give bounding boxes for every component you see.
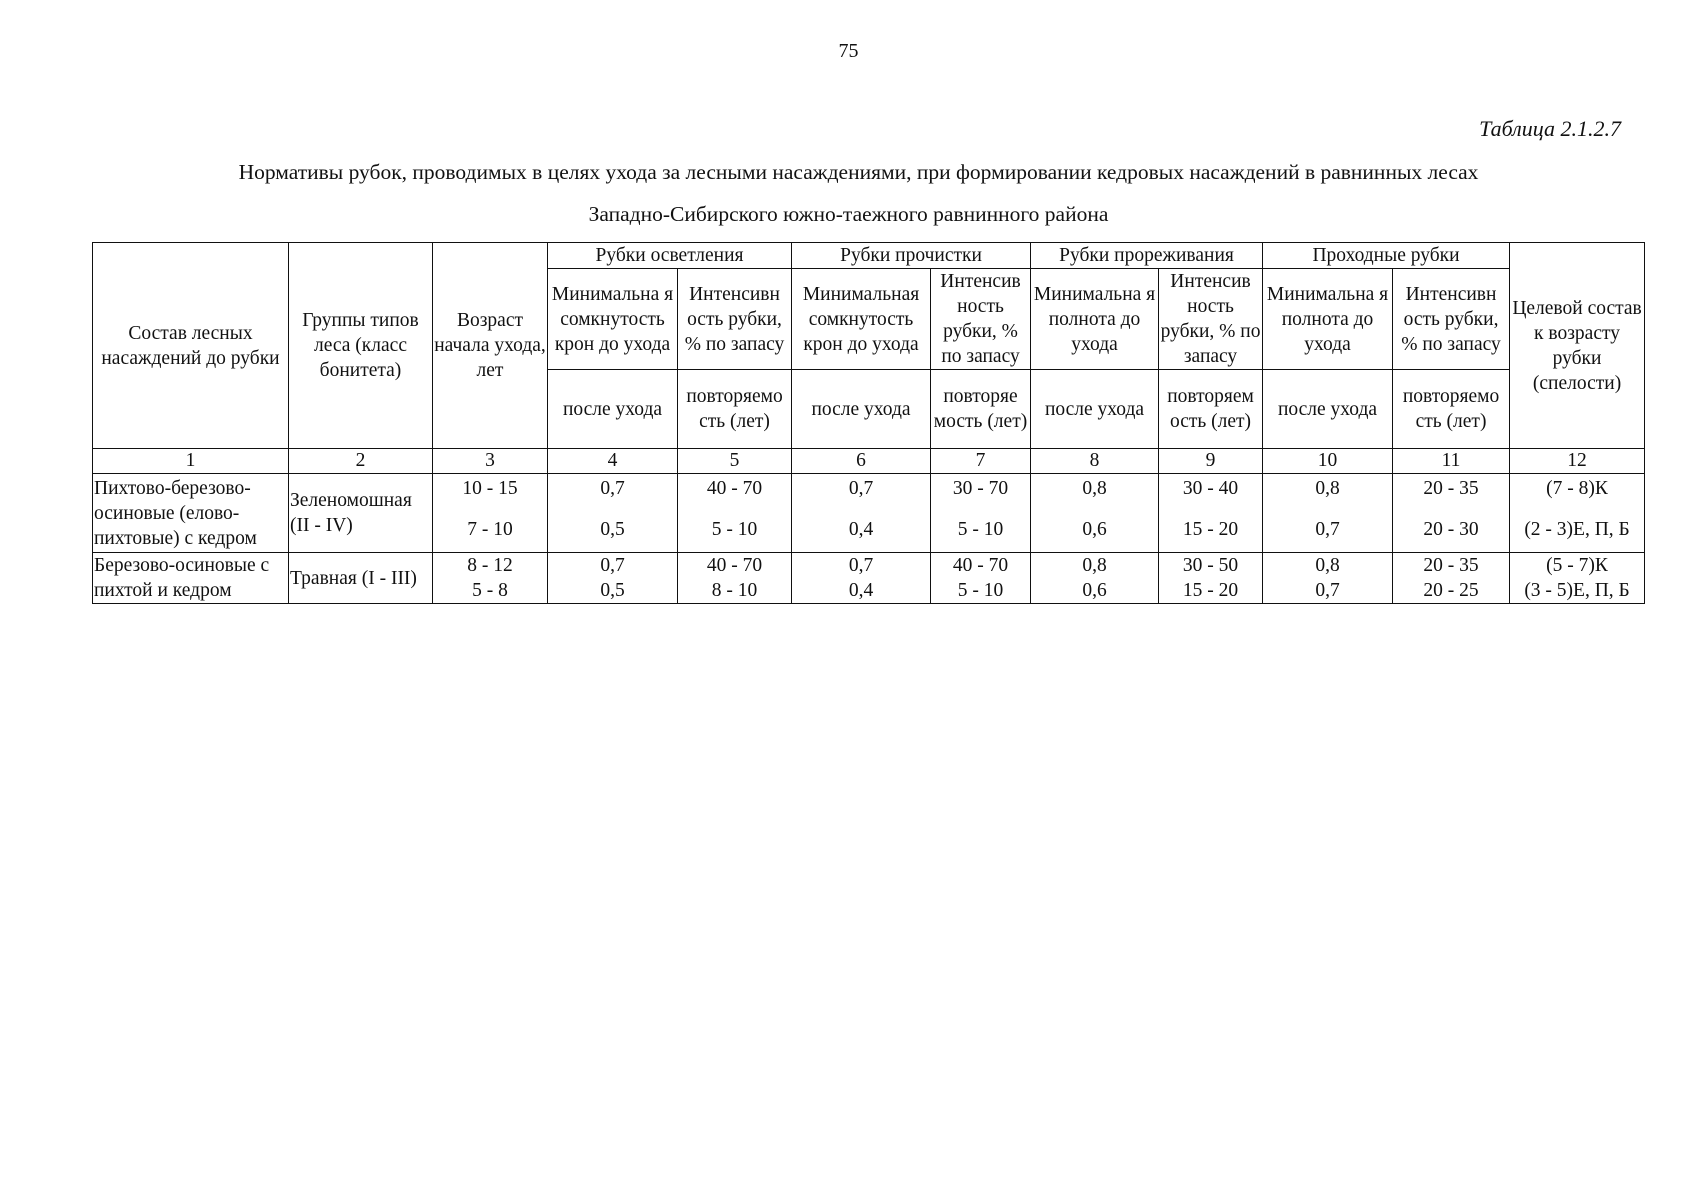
cell-value: 0,5	[600, 580, 625, 601]
cell-value: 5 - 8	[472, 580, 508, 601]
header-intensity-thinning: Интенсив ность рубки, % по запасу	[1159, 269, 1263, 370]
header-min-density-clearing: Минимальна я сомкнутость крон до ухода	[548, 269, 678, 370]
cell-value: 0,4	[848, 519, 874, 540]
column-number: 4	[548, 449, 678, 474]
cell-value: 0,8	[1082, 555, 1107, 576]
cell-value: 0,6	[1082, 519, 1107, 540]
column-number: 3	[433, 449, 548, 474]
cell-clearing-intensity	[678, 474, 792, 553]
cell-value: 15 - 20	[1182, 519, 1239, 540]
table-title-line-2: Западно-Сибирского южно-таежного равнинного района	[588, 202, 1109, 226]
header-group-cleaning: Рубки прочистки	[792, 243, 1031, 269]
cell-value: 0,7	[848, 478, 874, 499]
cell-target-composition	[1510, 553, 1645, 604]
cell-value: 40 - 70	[706, 478, 763, 499]
cell-value: 10 - 15	[462, 478, 518, 499]
header-target-composition: Целевой состав к возрасту рубки (спелости)	[1510, 243, 1645, 449]
header-after-care-cleaning: после ухода	[792, 370, 931, 449]
cell-thinning-stocking	[1031, 553, 1159, 604]
cell-thinning-stocking	[1031, 474, 1159, 553]
cell-value: (3 - 5)Е, П, Б	[1524, 580, 1630, 601]
cell-start-age	[433, 553, 548, 604]
row-composition: Березово-осиновые с пихтой и кедром	[93, 553, 289, 604]
header-min-density-cleaning: Минимальная сомкнутость крон до ухода	[792, 269, 931, 370]
cell-value: 0,7	[600, 555, 625, 576]
cell-value: 40 - 70	[952, 555, 1009, 576]
header-intensity-passage: Интенсивн ость рубки, % по запасу	[1393, 269, 1510, 370]
cell-value: 8 - 12	[467, 555, 513, 576]
table-row	[93, 474, 1645, 553]
cell-value: (2 - 3)Е, П, Б	[1524, 519, 1630, 540]
cell-value: 0,6	[1082, 580, 1107, 601]
cell-cleaning-density	[792, 553, 931, 604]
header-repeat-clearing: повторяемо сть (лет)	[678, 370, 792, 449]
cell-value: (7 - 8)К	[1546, 478, 1608, 499]
cell-value: 20 - 35	[1423, 478, 1479, 499]
header-group-clearing: Рубки осветления	[548, 243, 792, 269]
cell-value: 0,7	[1315, 580, 1340, 601]
cell-value: 20 - 35	[1423, 555, 1479, 576]
column-number: 6	[792, 449, 931, 474]
cell-cleaning-density	[792, 474, 931, 553]
cell-value: 0,8	[1315, 555, 1340, 576]
cell-value: 20 - 25	[1423, 580, 1479, 601]
cell-clearing-density	[548, 474, 678, 553]
cell-value: 0,8	[1315, 478, 1340, 499]
cell-value: 0,5	[600, 519, 625, 540]
header-group-passage: Проходные рубки	[1263, 243, 1510, 269]
norms-table	[92, 242, 1645, 604]
header-after-care-clearing: после ухода	[548, 370, 678, 449]
header-intensity-cleaning: Интенсив ность рубки, % по запасу	[931, 269, 1031, 370]
header-composition: Состав лесных насаждений до рубки	[93, 243, 289, 449]
header-min-stocking-thinning: Минимальна я полнота до ухода	[1031, 269, 1159, 370]
cell-clearing-intensity	[678, 553, 792, 604]
header-min-stocking-passage: Минимальна я полнота до ухода	[1263, 269, 1393, 370]
cell-thinning-intensity	[1159, 474, 1263, 553]
row-composition: Пихтово-березово-осиновые (елово-пихтовые) с кедром	[93, 474, 289, 553]
cell-passage-stocking	[1263, 474, 1393, 553]
row-forest-group: Зеленомошная (II - IV)	[289, 474, 433, 553]
cell-value: 15 - 20	[1182, 580, 1239, 601]
cell-value: 5 - 10	[957, 519, 1004, 540]
cell-passage-intensity	[1393, 474, 1510, 553]
table-title-line-1: Нормативы рубок, проводимых в целях ухода за лесными насаждениями, при формировании кедровых насаждений в равнинных лесах	[238, 160, 1479, 184]
header-repeat-cleaning: повторяе мость (лет)	[931, 370, 1031, 449]
column-number: 2	[289, 449, 433, 474]
cell-value: (5 - 7)К	[1546, 555, 1608, 576]
cell-value: 30 - 70	[952, 478, 1009, 499]
cell-target-composition	[1510, 474, 1645, 553]
cell-value: 40 - 70	[706, 555, 763, 576]
cell-thinning-intensity	[1159, 553, 1263, 604]
table-row	[93, 553, 1645, 604]
header-after-care-passage: после ухода	[1263, 370, 1393, 449]
cell-clearing-density	[548, 553, 678, 604]
cell-value: 0,7	[1315, 519, 1340, 540]
cell-value: 5 - 10	[957, 580, 1004, 601]
column-number: 5	[678, 449, 792, 474]
row-forest-group: Травная (I - III)	[289, 553, 433, 604]
header-group-row	[93, 243, 1645, 269]
cell-value: 30 - 50	[1182, 555, 1239, 576]
cell-cleaning-intensity	[931, 474, 1031, 553]
column-number: 10	[1263, 449, 1393, 474]
cell-passage-stocking	[1263, 553, 1393, 604]
cell-value: 8 - 10	[711, 580, 758, 601]
cell-value: 7 - 10	[467, 519, 513, 540]
cell-value: 0,8	[1082, 478, 1107, 499]
header-after-care-thinning: после ухода	[1031, 370, 1159, 449]
column-number: 12	[1510, 449, 1645, 474]
cell-value: 30 - 40	[1182, 478, 1239, 499]
header-start-age: Возраст начала ухода, лет	[433, 243, 548, 449]
column-number: 1	[93, 449, 289, 474]
cell-value: 0,4	[848, 580, 874, 601]
cell-value: 0,7	[848, 555, 874, 576]
table-label: Таблица 2.1.2.7	[1479, 116, 1621, 141]
column-number: 7	[931, 449, 1031, 474]
header-intensity-clearing: Интенсивн ость рубки, % по запасу	[678, 269, 792, 370]
column-number: 9	[1159, 449, 1263, 474]
column-number: 8	[1031, 449, 1159, 474]
header-forest-groups: Группы типов леса (класс бонитета)	[289, 243, 433, 449]
column-number: 11	[1393, 449, 1510, 474]
cell-value: 5 - 10	[711, 519, 758, 540]
cell-value: 0,7	[600, 478, 625, 499]
cell-start-age	[433, 474, 548, 553]
page-number: 75	[838, 40, 859, 62]
cell-value: 20 - 30	[1423, 519, 1479, 540]
cell-cleaning-intensity	[931, 553, 1031, 604]
cell-passage-intensity	[1393, 553, 1510, 604]
header-repeat-thinning: повторяем ость (лет)	[1159, 370, 1263, 449]
header-repeat-passage: повторяемо сть (лет)	[1393, 370, 1510, 449]
header-group-thinning: Рубки прореживания	[1031, 243, 1263, 269]
column-number-row	[93, 449, 1645, 474]
